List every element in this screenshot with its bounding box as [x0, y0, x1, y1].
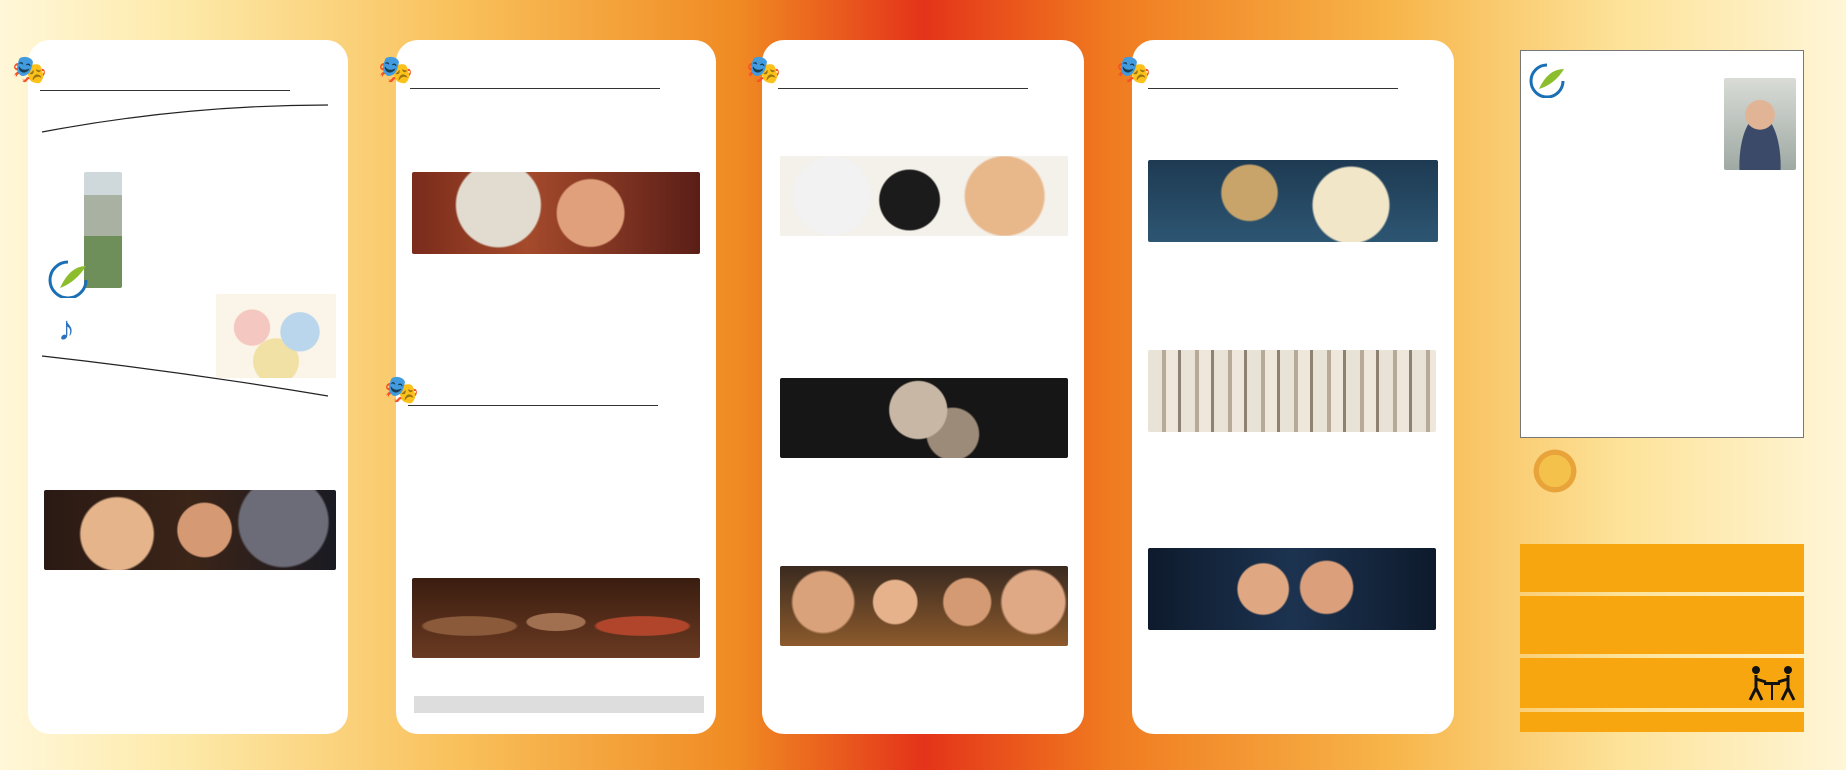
- event-photo-mariages: [412, 172, 700, 254]
- dance-evening-box: [1520, 544, 1804, 592]
- title-underline: [40, 90, 290, 91]
- castries-logo: [46, 258, 90, 298]
- event-photo-pas-perdus: [1148, 350, 1436, 432]
- theatre-masks-icon: 🎭: [746, 54, 781, 85]
- title-underline: [408, 405, 658, 406]
- garland-top: [40, 100, 330, 156]
- castries-logo: [1526, 62, 1568, 103]
- event-photo-bismarq: [780, 156, 1068, 236]
- bar-box: [1520, 658, 1804, 708]
- day-header-sunday: [1116, 56, 1157, 84]
- event-photo-crepuscule: [412, 578, 700, 658]
- title-underline: [1148, 88, 1398, 89]
- event-photo-gens-intelligents: [780, 566, 1068, 646]
- title-underline: [410, 88, 660, 89]
- infos-logo: [1516, 446, 1588, 536]
- day-header-thursday: [378, 56, 419, 84]
- website-banner[interactable]: [414, 696, 704, 713]
- bar-table-icon: [1746, 664, 1798, 702]
- workshops-box: [1520, 596, 1804, 654]
- event-photo-theorie-moineau: [1148, 548, 1436, 630]
- mayor-portrait: [1724, 78, 1796, 170]
- day-header-wednesday: [12, 56, 53, 84]
- theatre-masks-icon: 🎭: [12, 54, 47, 85]
- sun-icon: [1530, 446, 1580, 496]
- day-header-friday: [384, 376, 425, 404]
- theatre-masks-icon: 🎭: [1116, 54, 1151, 85]
- day-header-saturday: [746, 56, 787, 84]
- audience-silhouette: [412, 306, 702, 358]
- music-note-icon: ♪: [58, 310, 75, 348]
- theatre-masks-icon: 🎭: [378, 54, 413, 85]
- phone-box: [1520, 712, 1804, 732]
- event-photo-ile-de-silha: [1148, 160, 1438, 242]
- event-photo-confidences: [44, 490, 336, 570]
- theatre-masks-icon: 🎭: [384, 374, 419, 405]
- garland-bottom: [40, 352, 330, 424]
- event-photo-rideau: [780, 378, 1068, 458]
- title-underline: [778, 88, 1028, 89]
- audience-silhouette: [46, 660, 336, 712]
